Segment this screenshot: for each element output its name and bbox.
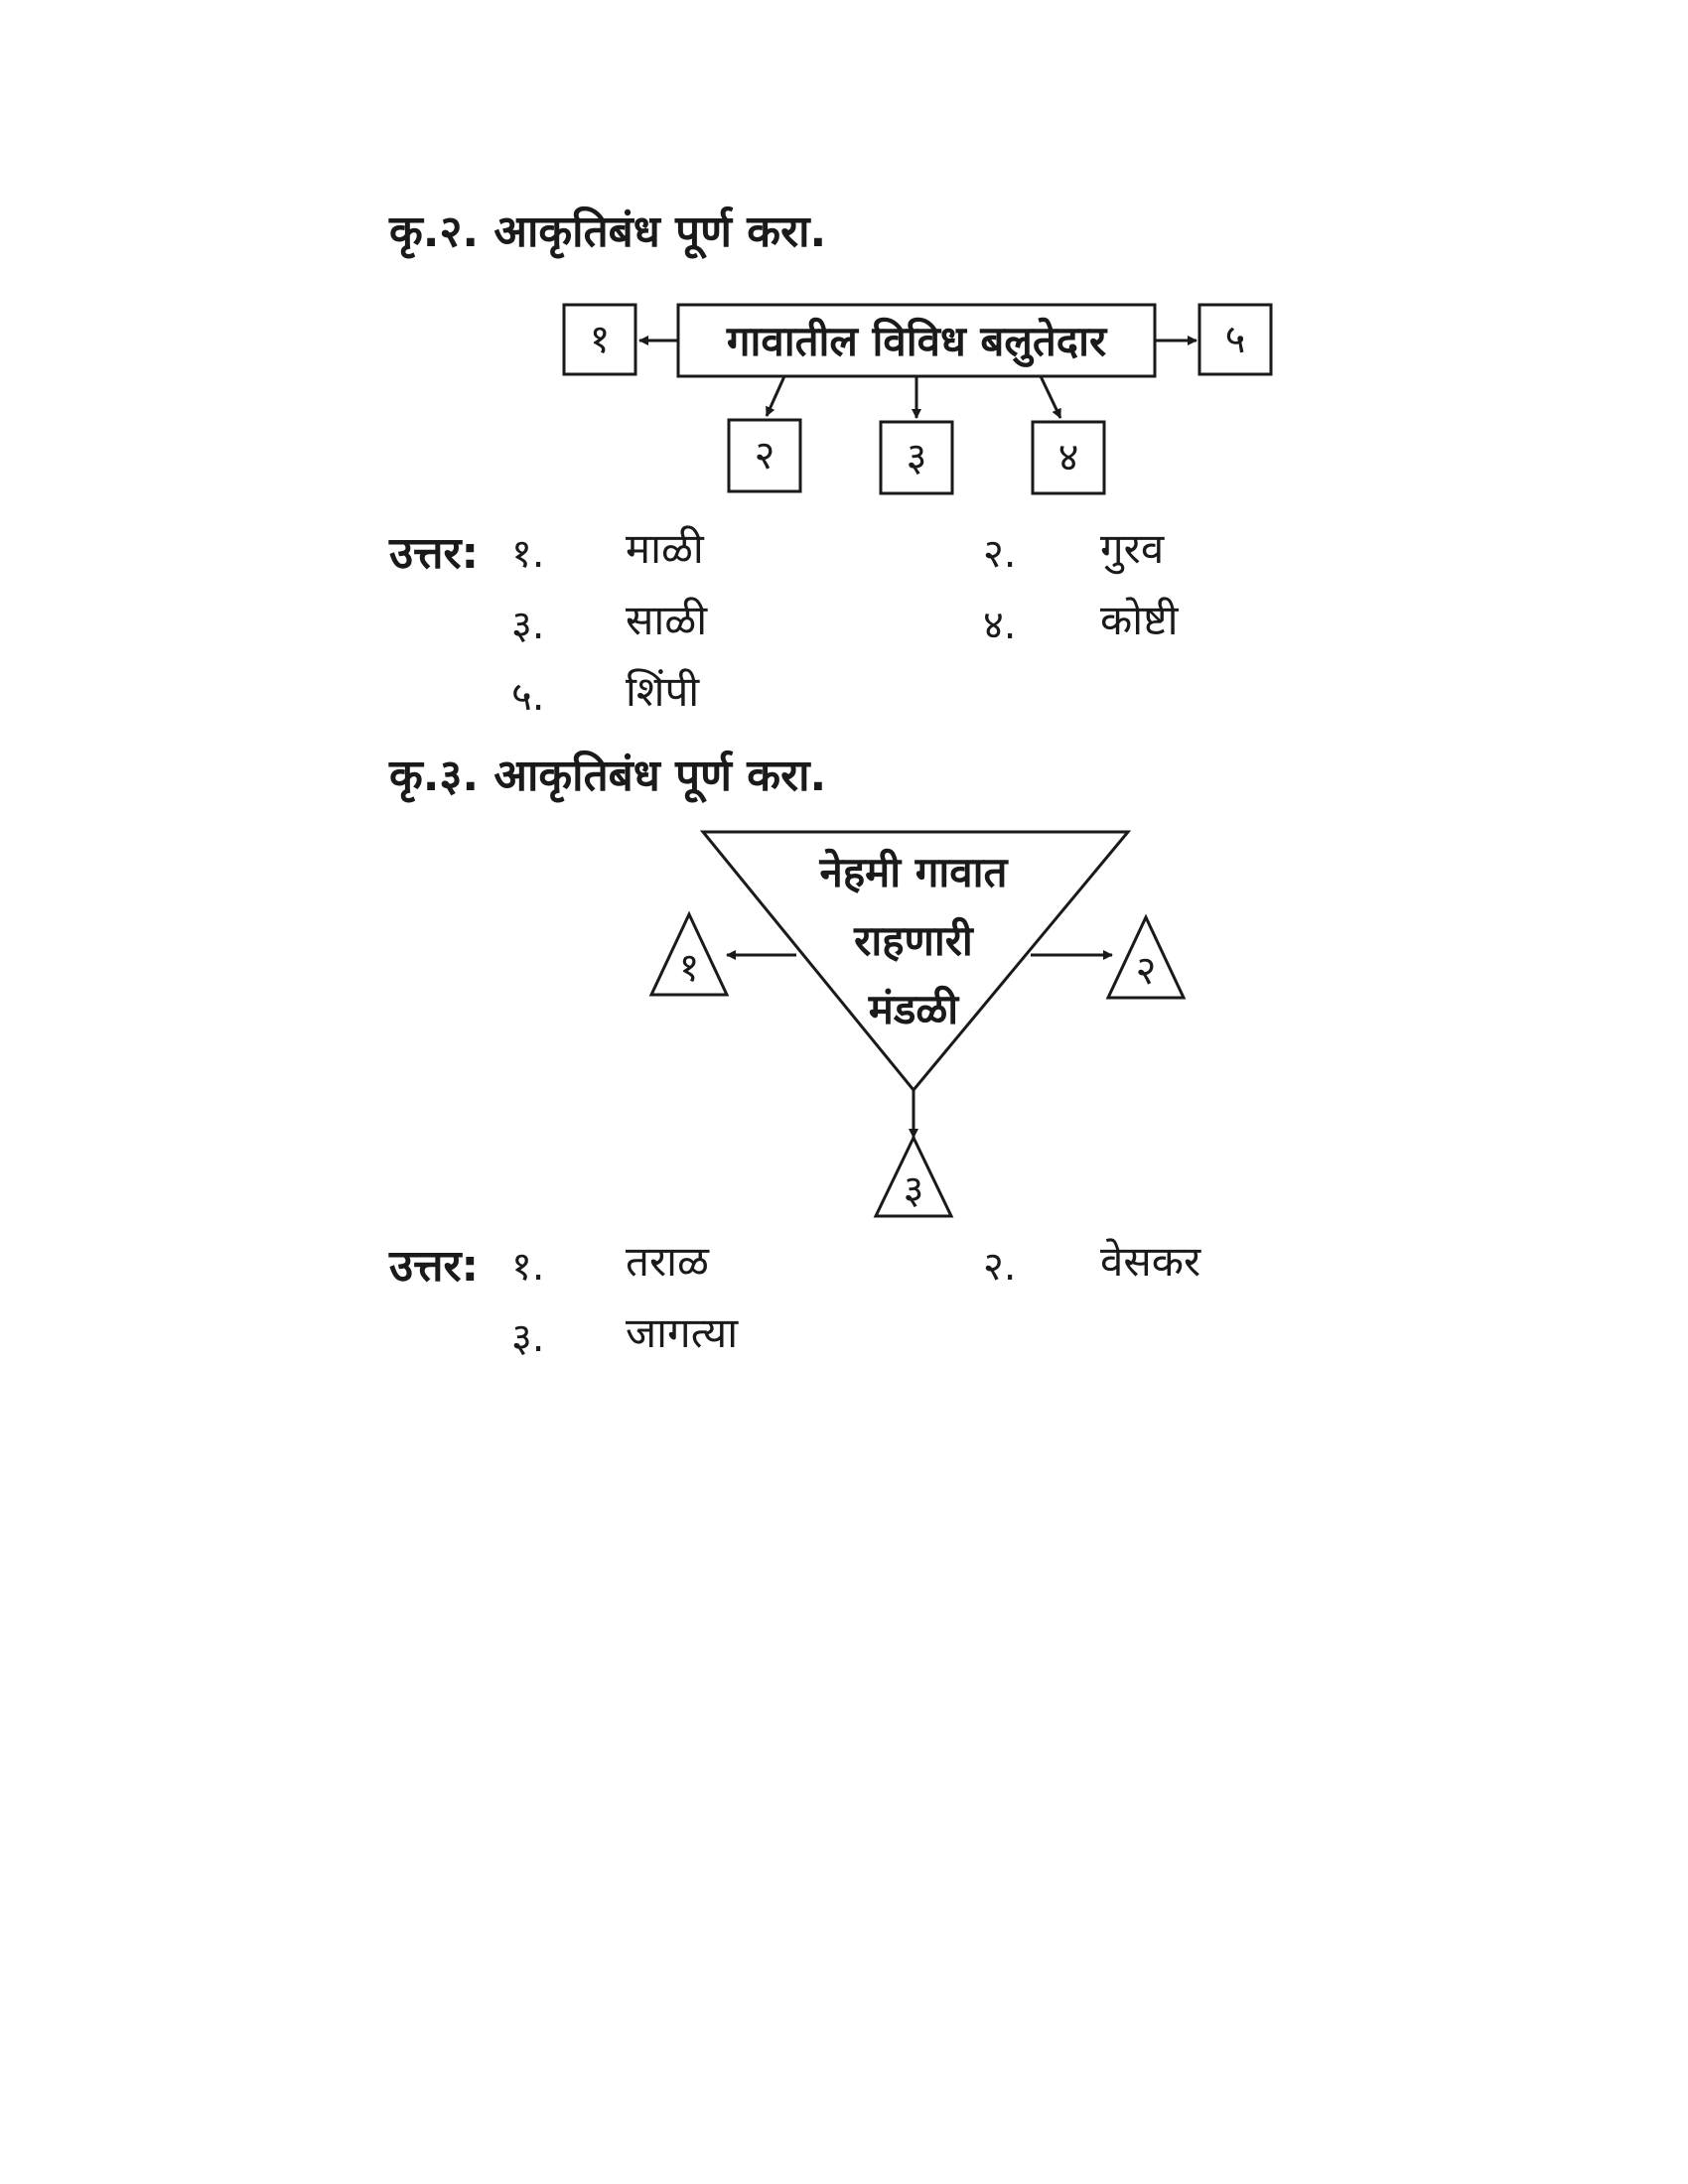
q2-arrow-4 — [1041, 376, 1060, 418]
q2-answer-5-text: शिंपी — [626, 667, 700, 716]
q3-answer-2-text: वेसकर — [1100, 1237, 1201, 1286]
q2-answer-4-num: ४. — [983, 603, 1017, 648]
q3-center-line-2: राहणारी — [854, 916, 973, 965]
q3-center-line-1: नेहमी गावात — [819, 848, 1008, 896]
q3-triangle-3-label: ३ — [903, 1167, 924, 1213]
q3-triangle-1-label: १ — [678, 945, 700, 991]
q2-box-2-label: २ — [754, 433, 775, 478]
q2-answer-3-text: साळी — [626, 596, 708, 644]
q3-heading: कृ.३. आकृतिबंध पूर्ण करा. — [389, 751, 827, 801]
q2-box-4-label: ४ — [1057, 435, 1079, 480]
q2-answer-1-num: १. — [511, 531, 545, 577]
q2-answer-5-num: ५. — [511, 674, 545, 720]
q3-answer-label: उत्तर: — [389, 1241, 480, 1292]
q2-answer-2-num: २. — [983, 531, 1017, 577]
q2-answer-4-text: कोष्टी — [1100, 596, 1179, 644]
q2-box-1-label: १ — [589, 317, 611, 362]
q3-answer-2-num: २. — [983, 1244, 1017, 1290]
q2-answer-3-num: ३. — [511, 603, 545, 648]
q2-box-5-label: ५ — [1224, 317, 1246, 362]
q3-answer-3-text: जागत्या — [626, 1308, 739, 1357]
q2-answer-2-text: गुरव — [1100, 524, 1165, 573]
q2-arrow-2 — [767, 376, 784, 416]
q3-answer-1-text: तराळ — [626, 1237, 709, 1286]
q2-box-3-label: ३ — [906, 435, 927, 480]
q3-answer-3-num: ३. — [511, 1315, 545, 1361]
q2-answer-1-text: माळी — [626, 524, 704, 573]
q2-heading: कृ.२. आकृतिबंध पूर्ण करा. — [389, 206, 827, 257]
q3-triangle-2-label: २ — [1135, 948, 1157, 994]
q2-answer-label: उत्तर: — [389, 528, 480, 579]
q2-center-label: गावातील विविध बलुतेदार — [726, 317, 1107, 365]
q3-answer-1-num: १. — [511, 1244, 545, 1290]
q3-center-line-3: मंडळी — [868, 985, 959, 1033]
